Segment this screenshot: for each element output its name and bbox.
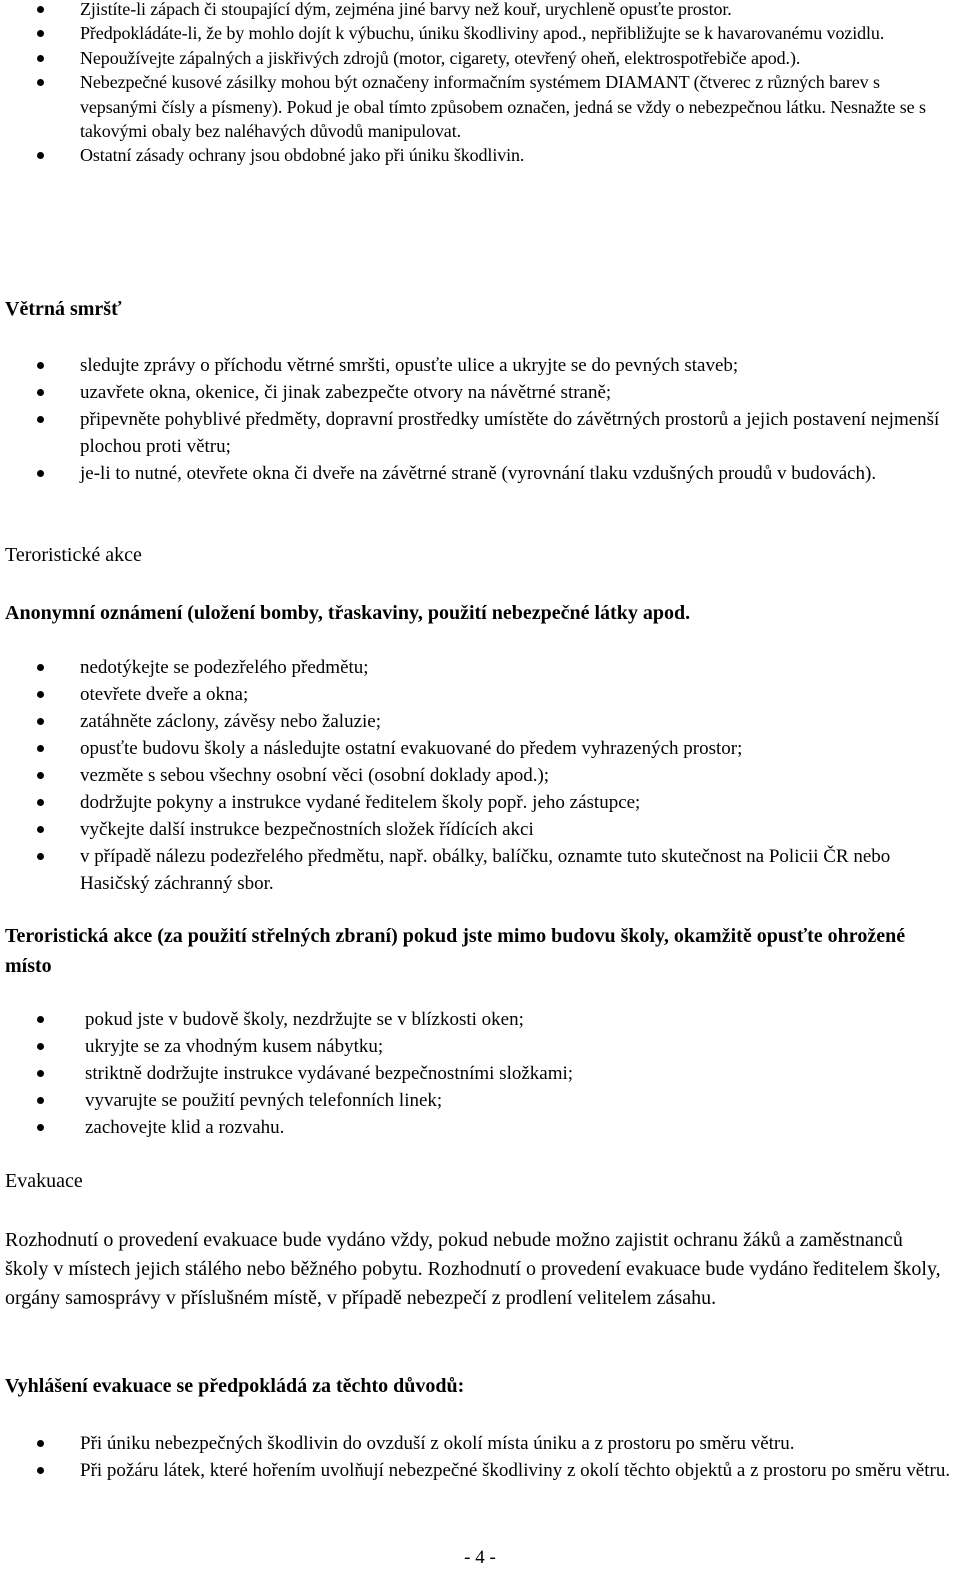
list-item: ukryjte se za vhodným kusem nábytku; xyxy=(0,1033,960,1060)
list-item: nedotýkejte se podezřelého předmětu; xyxy=(0,654,960,681)
list-item: uzavřete okna, okenice, či jinak zabezpečte otvory na návětrné straně; xyxy=(0,379,960,406)
list-item: opusťte budovu školy a následujte ostatní evakuované do předem vyhrazených prostor; xyxy=(0,735,960,762)
list-item: otevřete dveře a okna; xyxy=(0,681,960,708)
list-item: dodržujte pokyny a instrukce vydané ředitelem školy popř. jeho zástupce; xyxy=(0,789,960,816)
list-item: sledujte zprávy o příchodu větrné smršti, opusťte ulice a ukryjte se do pevných staveb; xyxy=(0,352,960,379)
evacuation-reasons-list xyxy=(0,1430,960,1484)
list-item: zatáhněte záclony, závěsy nebo žaluzie; xyxy=(0,708,960,735)
shooting-list xyxy=(0,1006,960,1141)
section-heading-terror: Teroristické akce xyxy=(5,544,142,566)
subheading-anonymous-report: Anonymní oznámení (uložení bomby, třaskaviny, použití nebezpečné látky apod. xyxy=(5,602,691,624)
list-item: Zjistíte-li zápach či stoupající dým, zejména jiné barvy než kouř, urychleně opusťte prostor. xyxy=(0,0,960,21)
subheading-evacuation-reasons: Vyhlášení evakuace se předpokládá za těchto důvodů: xyxy=(5,1375,465,1397)
page-number: - 4 - xyxy=(464,1547,496,1568)
list-item: striktně dodržujte instrukce vydávané bezpečnostními složkami; xyxy=(0,1060,960,1087)
section-heading-wind: Větrná smršť xyxy=(5,298,122,320)
list-item: v případě nálezu podezřelého předmětu, např. obálky, balíčku, oznamte tuto skutečnost na Policii ČR nebo Hasičský záchranný sbor. xyxy=(0,843,960,897)
list-item: vyčkejte další instrukce bezpečnostních složek řídících akci xyxy=(0,816,960,843)
list-item: Předpokládáte-li, že by mohlo dojít k výbuchu, úniku škodliviny apod., nepřibližujte se k havarovanému vozidlu. xyxy=(0,21,960,45)
list-item: vyvarujte se použití pevných telefonních linek; xyxy=(0,1087,960,1114)
wind-list xyxy=(0,352,960,487)
list-item: Při úniku nebezpečných škodlivin do ovzduší z okolí místa úniku a z prostoru po směru větru. xyxy=(0,1430,960,1457)
subheading-shooting: Teroristická akce (za použití střelných zbraní) pokud jste mimo budovu školy, okamžitě opusťte ohrožené místo xyxy=(5,925,906,977)
list-item: vezměte s sebou všechny osobní věci (osobní doklady apod.); xyxy=(0,762,960,789)
section-heading-evacuation: Evakuace xyxy=(5,1170,83,1192)
list-item: Nebezpečné kusové zásilky mohou být označeny informačním systémem DIAMANT (čtverec z různých barev s vepsanými čísly a písmeny). Pokud je obal tímto způsobem označen, jedná se vždy o nebezpečnou látku. Nesnažte se s takovými obaly bez naléhavých důvodů manipulovat. xyxy=(0,70,960,143)
list-item: zachovejte klid a rozvahu. xyxy=(0,1114,960,1141)
list-item: Ostatní zásady ochrany jsou obdobné jako při úniku škodlivin. xyxy=(0,143,960,167)
list-item: připevněte pohyblivé předměty, dopravní prostředky umístěte do závětrných prostorů a jejich postavení nejmenší plochou proti větru; xyxy=(0,406,960,460)
terror-list xyxy=(0,654,960,897)
list-item: pokud jste v budově školy, nezdržujte se v blízkosti oken; xyxy=(0,1006,960,1033)
list-item: je-li to nutné, otevřete okna či dveře na závětrné straně (vyrovnání tlaku vzdušných proudů v budovách). xyxy=(0,460,960,487)
list-item: Nepoužívejte zápalných a jiskřivých zdrojů (motor, cigarety, otevřený oheň, elektrospotřebiče apod.). xyxy=(0,46,960,70)
hazmat-list xyxy=(0,0,960,168)
list-item: Při požáru látek, které hořením uvolňují nebezpečné škodliviny z okolí těchto objektů a z prostoru po směru větru. xyxy=(0,1457,960,1484)
evacuation-paragraph: Rozhodnutí o provedení evakuace bude vydáno vždy, pokud nebude možno zajistit ochranu žáků a zaměstnanců školy v místech jejich stálého nebo běžného pobytu. Rozhodnutí o provedení evakuace bude vydáno ředitelem školy, orgány samosprávy v příslušném místě, v případě nebezpečí z prodlení velitelem zásahu. xyxy=(5,1229,941,1309)
